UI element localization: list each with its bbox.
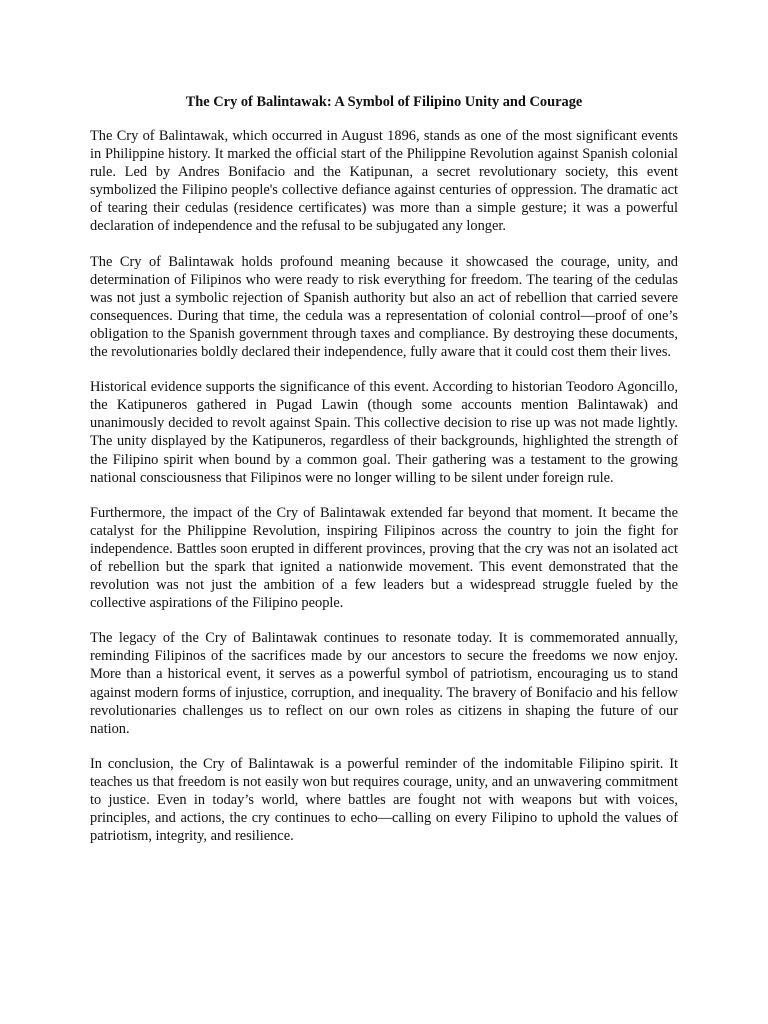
paragraph-evidence: Historical evidence supports the significance of this event. According to historian Teodoro Agoncillo, the Katipuneros gathered in Pugad Lawin (though some accounts mention Balintawak) and unanimously decided to revolt against Spain. This collective decision to rise up was not made lightly. The unity displayed by the Katipuneros, regardless of their backgrounds, highlighted the strength of the Filipino spirit when bound by a common goal. Their gathering was a testament to the growing national consciousness that Filipinos were no longer willing to be silent under foreign rule. [90,379,678,486]
paragraph-conclusion: In conclusion, the Cry of Balintawak is a powerful reminder of the indomitable Filipino spirit. It teaches us that freedom is not easily won but requires courage, unity, and an unwavering commitment to justice. Even in today’s world, where battles are fought not with weapons but with voices, principles, and actions, the cry continues to echo—calling on every Filipino to uphold the values of patriotism, integrity, and resilience. [90,755,678,845]
paragraph-intro: The Cry of Balintawak, which occurred in August 1896, stands as one of the most significant events in Philippine history. It marked the official start of the Philippine Revolution against Spanish colonial rule. Led by Andres Bonifacio and the Katipunan, a secret revolutionary society, this event symbolized the Filipino people's collective defiance against centuries of oppression. The dramatic act of tearing their cedulas (residence certificates) was more than a simple gesture; it was a powerful declaration of independence and the refusal to be subjugated any longer. [90,128,678,235]
paragraph-impact: Furthermore, the impact of the Cry of Balintawak extended far beyond that moment. It became the catalyst for the Philippine Revolution, inspiring Filipinos across the country to join the fight for independence. Battles soon erupted in different provinces, proving that the cry was not an isolated act of rebellion but the spark that ignited a nationwide movement. This event demonstrated that the revolution was not just the ambition of a few leaders but a widespread struggle fueled by the collective aspirations of the Filipino people. [90,504,678,612]
paragraph-meaning: The Cry of Balintawak holds profound meaning because it showcased the courage, unity, and determination of Filipinos who were ready to risk everything for freedom. The tearing of the cedulas was not just a symbolic rejection of Spanish authority but also an act of rebellion that carried severe consequences. During that time, the cedula was a representation of colonial control—proof of one’s obligation to the Spanish government through taxes and compliance. By destroying these documents, the revolutionaries boldly declared their independence, fully aware that it could cost them their lives. [90,253,678,361]
document-title: The Cry of Balintawak: A Symbol of Filipino Unity and Courage [185,94,583,110]
paragraph-legacy: The legacy of the Cry of Balintawak continues to resonate today. It is commemorated annually, reminding Filipinos of the sacrifices made by our ancestors to secure the freedoms we now enjoy. More than a historical event, it serves as a powerful symbol of patriotism, encouraging us to stand against modern forms of injustice, corruption, and inequality. The bravery of Bonifacio and his fellow revolutionaries challenges us to reflect on our own roles as citizens in shaping the future of our nation. [90,630,678,737]
